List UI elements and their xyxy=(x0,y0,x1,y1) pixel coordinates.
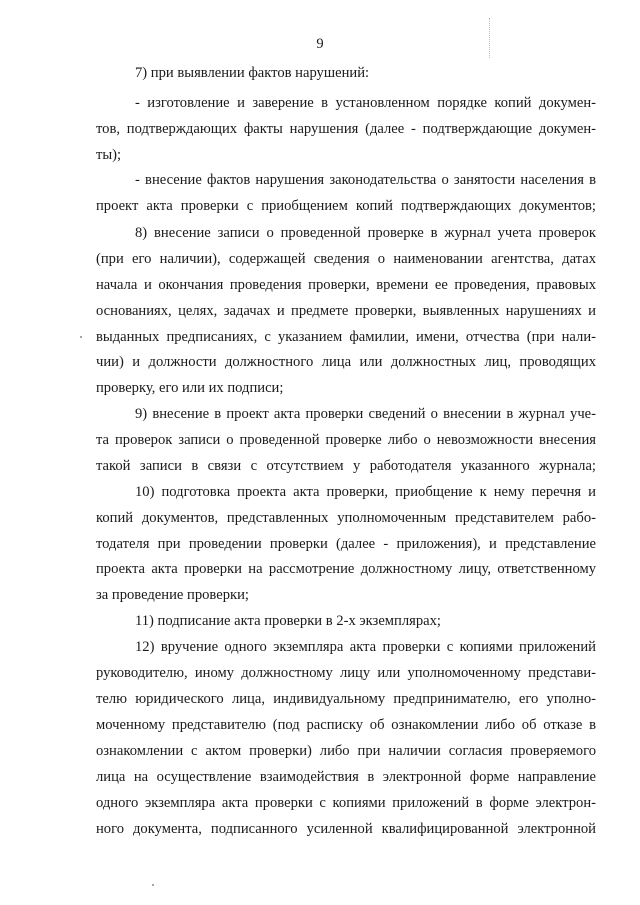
text-line: 7) при выявлении фактов нарушений: xyxy=(135,65,370,81)
text-line: проекта акта проверки на рассмотрение должностному лицу, ответственному xyxy=(96,561,596,577)
text-line: телю юридического лица, индивидуальному предпринимателю, его уполно- xyxy=(96,691,596,707)
text-line: проверку, его или их подписи; xyxy=(96,380,284,396)
text-line: 11) подписание акта проверки в 2-х экземплярах; xyxy=(135,613,441,629)
text-line: 9) внесение в проект акта проверки сведений о внесении в журнал уче- xyxy=(135,406,596,422)
text-line: ознакомлении с актом проверки) либо при наличии согласия проверяемого xyxy=(96,743,596,759)
text-line: копий документов, представленных уполномоченным представителем рабо- xyxy=(96,510,596,526)
scan-artifact-dot xyxy=(80,336,82,338)
text-line: выданных предписаниях, с указанием фамилии, имени, отчества (при нали- xyxy=(96,329,596,345)
text-line: за проведение проверки; xyxy=(96,587,249,603)
scan-artifact-dot xyxy=(152,884,154,886)
text-line: основаниях, целях, задачах и предмете проверки, выявленных нарушениях и xyxy=(96,303,596,319)
text-line: одного экземпляра акта проверки с копиями приложений в форме электрон- xyxy=(96,795,596,811)
text-line: лица на осуществление взаимодействия в электронной форме направление xyxy=(96,769,596,785)
text-line: ты); xyxy=(96,147,122,163)
text-line: начала и окончания проведения проверки, времени ее проведения, правовых xyxy=(96,277,596,293)
text-line: руководителю, иному должностному лицу или уполномоченному представи- xyxy=(96,665,596,681)
text-line: 12) вручение одного экземпляра акта проверки с копиями приложений xyxy=(135,639,596,655)
text-line: - внесение фактов нарушения законодательства о занятости населения в xyxy=(135,172,596,188)
text-line: тов, подтверждающих факты нарушения (далее - подтверждающие докумен- xyxy=(96,121,596,137)
text-line: такой записи в связи с отсутствием у работодателя указанного журнала; xyxy=(96,458,596,474)
page-number: 9 xyxy=(316,36,324,52)
text-line: 10) подготовка проекта акта проверки, приобщение к нему перечня и xyxy=(135,484,596,500)
text-line: ного документа, подписанного усиленной квалифицированной электронной xyxy=(96,821,596,837)
text-line: чии) и должности должностного лица или должностных лиц, проводящих xyxy=(96,354,596,370)
scan-artifact-line xyxy=(489,18,491,58)
text-line: (при его наличии), содержащей сведения о наименовании агентства, датах xyxy=(96,251,596,267)
text-line: тодателя при проведении проверки (далее - приложения), и представление xyxy=(96,536,596,552)
text-line: та проверок записи о проведенной проверке либо о невозможности внесения xyxy=(96,432,596,448)
text-line: проект акта проверки с приобщением копий подтверждающих документов; xyxy=(96,198,596,214)
text-line: - изготовление и заверение в установленном порядке копий докумен- xyxy=(135,95,596,111)
text-line: 8) внесение записи о проведенной проверке в журнал учета проверок xyxy=(135,225,596,241)
text-line: моченному представителю (под расписку об ознакомлении либо об отказе в xyxy=(96,717,596,733)
